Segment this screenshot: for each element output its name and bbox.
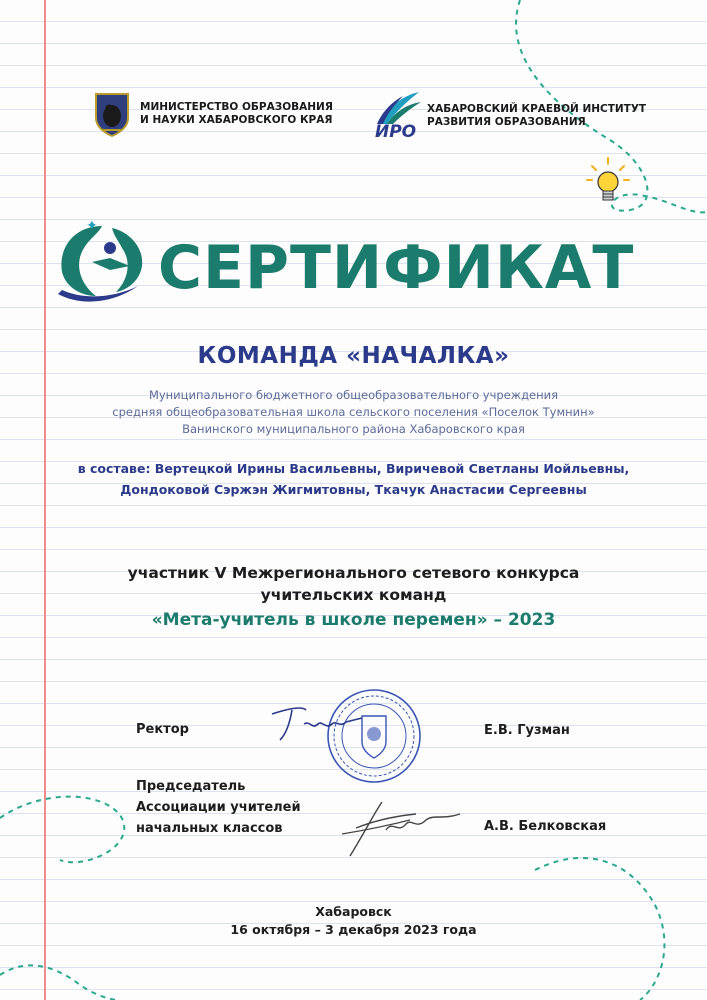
contest-emblem-icon (52, 214, 152, 306)
rector-label: Ректор (136, 722, 189, 737)
team-members (0, 458, 707, 500)
svg-text:✦: ✦ (86, 218, 98, 234)
contest-name: «Мета-учитель в школе перемен» – 2023 (151, 610, 556, 630)
members-line1: в составе: Вертецкой Ирины Васильевны, Виричевой Светланы Иойльевны, (77, 461, 630, 476)
ministry-name-line1: МИНИСТЕРСТВО ОБРАЗОВАНИЯ (140, 101, 333, 113)
ministry-header (92, 90, 333, 138)
feather-icon (373, 90, 423, 126)
chair-name: А.В. Белковская (484, 819, 607, 834)
institute-abbr: ИРО (375, 122, 417, 142)
ministry-name-line2: И НАУКИ ХАБАРОВСКОГО КРАЯ (140, 114, 333, 126)
institute-header (373, 90, 646, 142)
chair-line1: Председатель (136, 779, 246, 794)
participant-line2: учительских команд (260, 586, 447, 604)
institute-name-line2: РАЗВИТИЯ ОБРАЗОВАНИЯ (427, 116, 586, 128)
footer (0, 903, 707, 939)
footer-city: Хабаровск (315, 904, 392, 919)
chair-line2: Ассоциации учителей (136, 800, 301, 815)
certificate-title: СЕРТИФИКАТ (158, 233, 635, 303)
rector-name: Е.В. Гузман (484, 723, 570, 738)
team-name: КОМАНДА «НАЧАЛКА» (197, 343, 510, 369)
school-description (0, 387, 707, 438)
chair-title (136, 776, 301, 839)
members-line2: Дондоковой Сэржэн Жигмитовны, Ткачук Анастасии Сергеевны (120, 482, 587, 497)
participant-line1: участник V Межрегионального сетевого конкурса (127, 564, 580, 582)
school-line2: средняя общеобразовательная школа сельского поселения «Поселок Тумнин» (112, 405, 595, 419)
institute-logo (373, 90, 423, 142)
coat-of-arms-icon (92, 90, 132, 138)
lightbulb-icon (586, 156, 632, 210)
institute-name-line1: ХАБАРОВСКИЙ КРАЕВОЙ ИНСТИТУТ (427, 103, 647, 115)
school-line1: Муниципального бюджетного общеобразовательного учреждения (148, 388, 559, 402)
chair-signature (336, 790, 466, 864)
chair-line3: начальных классов (136, 821, 283, 836)
rector-signature (262, 700, 372, 750)
school-line3: Ванинского муниципального района Хабаровского края (182, 422, 525, 436)
footer-dates: 16 октября – 3 декабря 2023 года (230, 922, 477, 937)
participant-text (0, 562, 707, 606)
